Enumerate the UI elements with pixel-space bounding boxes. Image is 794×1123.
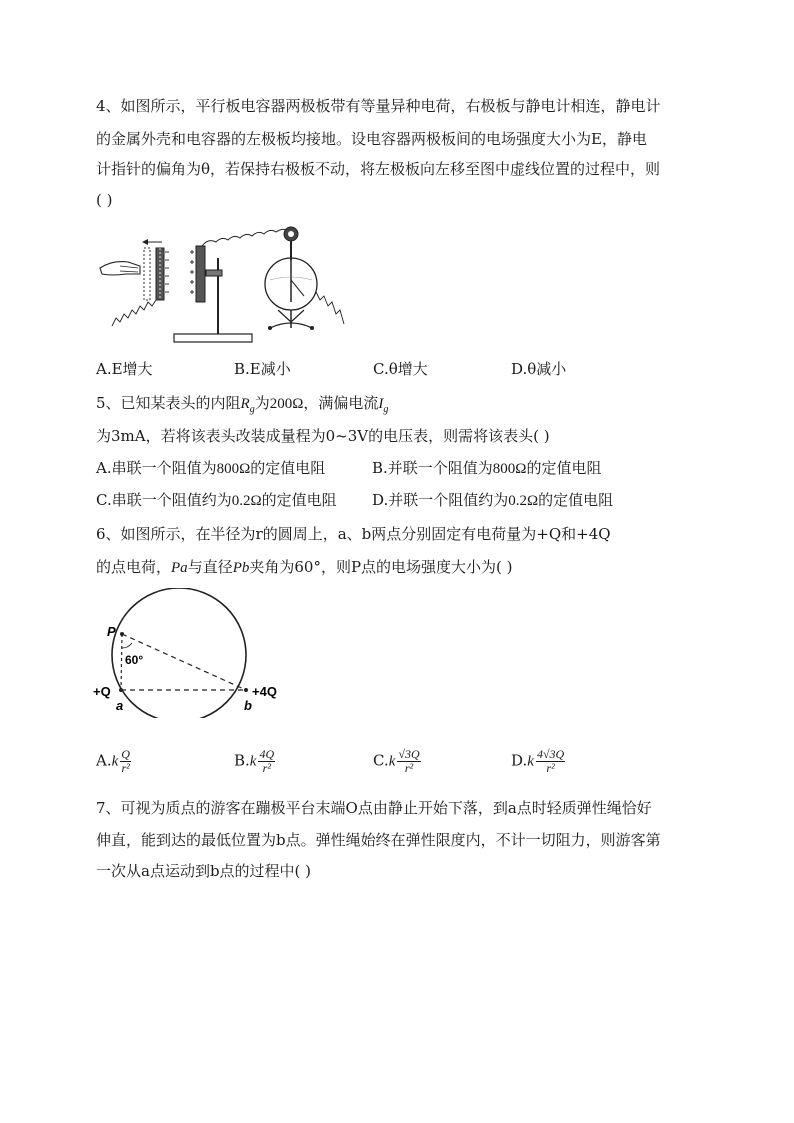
q5-option-a-post: 的定值电阻: [250, 459, 326, 477]
q5-option-c-post: 的定值电阻: [261, 491, 337, 509]
q6-line-2-mid: 与直径: [187, 558, 233, 576]
q6-option-a-letter: A.: [96, 751, 112, 770]
label-plus-q: +Q: [93, 684, 111, 699]
q5-option-d-value: 0.2Ω: [508, 493, 539, 509]
q4-option-c[interactable]: C.θ增大: [373, 360, 428, 378]
q5-option-a-value: 800Ω: [216, 461, 251, 477]
q4-option-a[interactable]: A.E增大: [96, 360, 153, 378]
q7-line-3: 一次从a点运动到b点的过程中( ): [96, 862, 312, 880]
capacitor-electrometer-figure: [98, 222, 348, 346]
q4-line-4: ( ): [96, 191, 113, 209]
ig-symbol: I: [378, 396, 384, 412]
q5-option-a[interactable]: [96, 458, 325, 479]
q6-option-d-letter: D.: [511, 751, 528, 770]
q4-option-b[interactable]: B.E减小: [234, 360, 291, 378]
label-b: b: [244, 698, 252, 713]
q5-option-b[interactable]: [372, 458, 601, 479]
label-angle: 60°: [125, 653, 144, 667]
q4-option-d[interactable]: D.θ减小: [511, 360, 567, 378]
q6-option-a-k: k: [111, 753, 119, 770]
q4-line-3: 计指针的偏角为θ，若保持右极板不动，将左极板向左移至图中虚线位置的过程中，则: [96, 160, 661, 178]
q5-option-c-pre: C.串联一个阻值约为: [96, 491, 232, 509]
q6-option-d-denominator: r²: [546, 761, 555, 775]
q6-option-c-k: k: [388, 753, 396, 770]
q6-option-c-letter: C.: [373, 751, 389, 770]
q6-option-b-fraction: [258, 748, 275, 775]
q5-option-b-value: 800Ω: [492, 461, 527, 477]
q5-line-2: 为3mA，若将该表头改装成量程为0~3V的电压表，则需将该表头( ): [96, 427, 550, 445]
q6-option-b[interactable]: [234, 748, 275, 775]
q5-option-c-value: 0.2Ω: [231, 493, 262, 509]
q6-option-c[interactable]: [373, 748, 421, 775]
pb-symbol: Pb: [232, 560, 250, 576]
q5-option-b-post: 的定值电阻: [526, 459, 602, 477]
q7-line-2: 伸直，能到达的最低位置为b点。弹性绳始终在弹性限度内，不计一切阻力，则游客第: [96, 831, 661, 849]
q7-line-1: 7、可视为质点的游客在蹦极平台末端O点由静止开始下落，到a点时轻质弹性绳恰好: [96, 799, 652, 817]
q5-line-1: [96, 393, 388, 420]
q6-option-a[interactable]: [96, 748, 131, 775]
r-value: 200Ω: [269, 396, 304, 412]
q6-option-a-numerator: Q: [121, 747, 130, 761]
q5-option-d-pre: D.并联一个阻值约为: [372, 491, 509, 509]
label-p: P: [107, 624, 116, 639]
q6-line-1: 6、如图所示，在半径为r的圆周上，a、b两点分别固定有电荷量为+Q和+4Q: [96, 525, 611, 543]
q5-option-b-pre: B.并联一个阻值为: [372, 459, 493, 477]
q5-option-d-post: 的定值电阻: [538, 491, 614, 509]
q6-option-a-fraction: [120, 748, 131, 775]
q6-line-2: [96, 557, 513, 578]
q5-line-1-post: ，满偏电流: [303, 394, 379, 412]
rg-subscript: g: [249, 404, 255, 415]
q5-option-d[interactable]: [372, 490, 613, 511]
rg-symbol: R: [240, 396, 250, 412]
q6-option-b-denominator: r²: [262, 761, 271, 775]
q6-option-b-k: k: [249, 753, 257, 770]
q6-option-a-denominator: r²: [121, 761, 130, 775]
q6-option-d-k: k: [527, 753, 534, 770]
label-a: a: [116, 698, 124, 713]
q5-line-1-mid: 为: [254, 394, 270, 412]
pa-symbol: Pa: [171, 560, 188, 576]
q5-line-1-pre: 5、已知某表头的内阻: [96, 394, 241, 412]
q6-option-d-fraction: [536, 748, 565, 775]
q6-line-2-pre: 的点电荷，: [96, 558, 172, 576]
circle-charges-figure: [92, 588, 296, 718]
q5-option-c[interactable]: [96, 490, 337, 511]
q4-line-2: 的金属外壳和电容器的左极板均接地。设电容器两极板间的电场强度大小为E，静电: [96, 130, 647, 148]
q6-option-c-denominator: r²: [404, 761, 414, 775]
q6-option-b-numerator: 4Q: [259, 747, 275, 761]
q6-option-d[interactable]: [511, 748, 565, 775]
label-plus-4q: +4Q: [252, 684, 277, 699]
line-pa: [121, 634, 122, 690]
q6-line-2-post: 夹角为60°，则P点的电场强度大小为( ): [249, 558, 513, 576]
q4-line-1: 4、如图所示，平行板电容器两极板带有等量异种电荷，右极板与静电计相连，静电计: [96, 97, 661, 115]
q6-option-d-numerator: 4√3Q: [536, 747, 565, 761]
q6-option-c-numerator: √3Q: [398, 747, 420, 761]
ig-subscript: g: [383, 404, 389, 415]
q6-option-b-letter: B.: [234, 751, 250, 770]
q6-option-c-fraction: [397, 748, 420, 775]
q5-option-a-pre: A.串联一个阻值为: [96, 459, 217, 477]
